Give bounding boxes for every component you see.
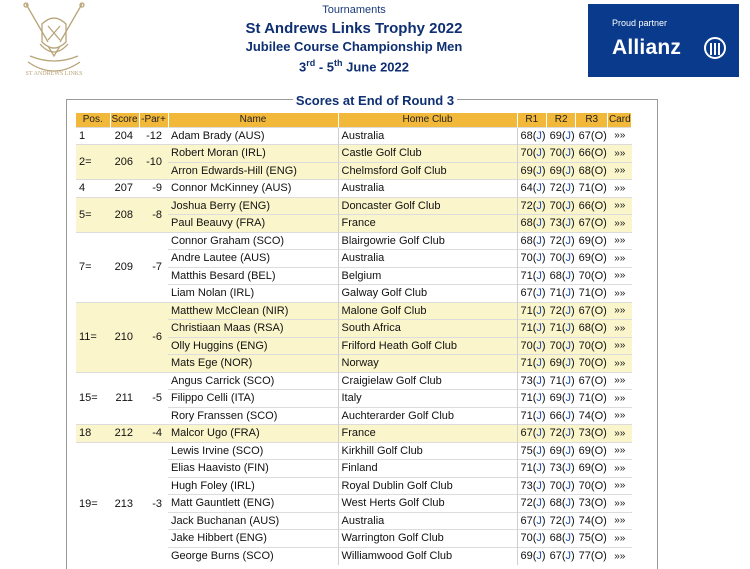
round-score: 69(J) [547, 127, 576, 145]
round-score: 72(J) [547, 302, 576, 320]
course-code: J [536, 462, 542, 475]
round-score: 70(J) [517, 530, 547, 548]
round-score: 71(J) [517, 407, 547, 425]
position-cell: 5= [76, 197, 110, 232]
round-score: 69(J) [547, 162, 576, 180]
round-score: 71(J) [547, 285, 576, 303]
round-score: 67(O) [576, 127, 608, 145]
round-score: 70(J) [547, 145, 576, 163]
round-score: 68(J) [517, 127, 547, 145]
to-par-cell: -6 [139, 302, 168, 372]
total-score-cell: 206 [110, 145, 139, 180]
home-club: Williamwood Golf Club [338, 547, 517, 565]
player-name: Robert Moran (IRL) [168, 145, 338, 163]
course-code: O [594, 164, 604, 177]
table-row [76, 145, 632, 163]
player-name: Filippo Celli (ITA) [168, 390, 338, 408]
scorecard-link[interactable]: »» [608, 180, 632, 198]
column-header-r1: R1 [517, 113, 547, 127]
round-score: 73(J) [517, 372, 547, 390]
player-name: Matt Gauntlett (ENG) [168, 495, 338, 513]
round-score: 67(J) [517, 285, 547, 303]
course-code: O [594, 550, 604, 562]
player-name: Adam Brady (AUS) [168, 127, 338, 145]
round-score: 70(J) [547, 477, 576, 495]
course-code: J [536, 304, 542, 317]
course-code: J [536, 234, 542, 247]
course-code: J [565, 339, 571, 352]
round-score: 69(O) [576, 442, 608, 460]
position-cell: 19= [76, 442, 110, 565]
course-code: O [594, 462, 604, 475]
home-club: Warrington Golf Club [338, 530, 517, 548]
course-code: J [565, 252, 571, 265]
course-code: J [565, 374, 571, 387]
course-code: O [594, 182, 604, 195]
page-header [180, 4, 528, 74]
round-score: 68(J) [517, 232, 547, 250]
round-score: 67(J) [517, 512, 547, 530]
position-cell: 11= [76, 302, 110, 372]
round-score: 64(J) [517, 180, 547, 198]
round-score: 69(O) [576, 460, 608, 478]
page-title: St Andrews Links Trophy 2022 [245, 20, 463, 37]
scores-caption: Scores at End of Round 3 [0, 93, 750, 108]
round-score: 70(J) [547, 250, 576, 268]
course-code: J [536, 164, 542, 177]
round-score: 70(O) [576, 267, 608, 285]
page-subtitle: Jubilee Course Championship Men [245, 39, 463, 54]
scorecard-link[interactable]: »» [608, 145, 632, 163]
round-score: 72(J) [547, 232, 576, 250]
home-club: Australia [338, 127, 517, 145]
course-code: J [565, 497, 571, 510]
position-cell: 4 [76, 180, 110, 198]
home-club: Chelmsford Golf Club [338, 162, 517, 180]
round-score: 72(J) [547, 425, 576, 443]
course-code: J [536, 199, 542, 212]
home-club: West Herts Golf Club [338, 495, 517, 513]
scorecard-link[interactable]: »» [608, 425, 632, 443]
event-dates: 3rd - 5th June 2022 [298, 58, 410, 75]
round-score: 67(J) [547, 547, 576, 565]
round-score: 70(O) [576, 355, 608, 373]
player-name: Jake Hibbert (ENG) [168, 530, 338, 548]
home-club: Auchterarder Golf Club [338, 407, 517, 425]
position-cell: 1 [76, 127, 110, 145]
round-score: 72(J) [547, 512, 576, 530]
round-score: 68(J) [547, 495, 576, 513]
round-score: 69(J) [517, 547, 547, 565]
to-par-cell: -8 [139, 197, 168, 232]
course-code: J [536, 269, 542, 282]
course-code: J [536, 357, 542, 370]
to-par-cell: -5 [139, 372, 168, 425]
column-header-r2: R2 [547, 113, 576, 127]
table-row [76, 232, 632, 250]
round-score: 70(J) [547, 337, 576, 355]
allianz-eagle-icon [704, 37, 726, 59]
player-name: Paul Beauvy (FRA) [168, 215, 338, 233]
column-header-pos: Pos. [76, 113, 110, 127]
course-code: J [565, 462, 571, 475]
round-score: 70(J) [517, 337, 547, 355]
round-score: 75(O) [576, 530, 608, 548]
course-code: O [594, 339, 604, 352]
course-code: J [536, 497, 542, 510]
scorecard-link[interactable]: »» [608, 372, 632, 390]
round-score: 71(J) [517, 267, 547, 285]
home-club: Malone Golf Club [338, 302, 517, 320]
round-score: 73(J) [547, 460, 576, 478]
allianz-partner-badge[interactable] [588, 4, 739, 77]
course-code: O [594, 129, 604, 142]
scorecard-link[interactable]: »» [608, 250, 632, 268]
table-row [76, 442, 632, 460]
player-name: Jack Buchanan (AUS) [168, 512, 338, 530]
scorecard-link[interactable]: »» [608, 215, 632, 233]
player-name: Mats Ege (NOR) [168, 355, 338, 373]
home-club: Australia [338, 250, 517, 268]
course-code: J [536, 479, 542, 492]
scorecard-link[interactable]: »» [608, 442, 632, 460]
course-code: J [565, 269, 571, 282]
round-score: 66(J) [547, 407, 576, 425]
round-score: 69(O) [576, 232, 608, 250]
home-club: Australia [338, 512, 517, 530]
course-code: J [536, 129, 542, 142]
to-par-cell: -10 [139, 145, 168, 180]
round-score: 72(J) [517, 197, 547, 215]
to-par-cell: -9 [139, 180, 168, 198]
course-code: O [594, 147, 604, 160]
course-code: J [565, 514, 571, 527]
round-score: 69(J) [547, 355, 576, 373]
course-code: J [536, 427, 542, 440]
player-name: Joshua Berry (ENG) [168, 197, 338, 215]
course-code: J [565, 199, 571, 212]
course-code: J [536, 550, 542, 562]
round-score: 73(O) [576, 425, 608, 443]
total-score-cell: 211 [110, 372, 139, 425]
home-club: Kirkhill Golf Club [338, 442, 517, 460]
table-row [76, 197, 632, 215]
table-row [76, 180, 632, 198]
scorecard-link[interactable]: »» [608, 495, 632, 513]
round-score: 66(O) [576, 197, 608, 215]
round-score: 70(J) [517, 250, 547, 268]
home-club: France [338, 215, 517, 233]
home-club: Australia [338, 180, 517, 198]
course-code: O [594, 322, 604, 335]
scorecard-link[interactable]: »» [608, 302, 632, 320]
course-code: O [594, 269, 604, 282]
course-code: J [565, 409, 571, 422]
home-club: Norway [338, 355, 517, 373]
total-score-cell: 209 [110, 232, 139, 302]
scorecard-link[interactable]: »» [608, 197, 632, 215]
player-name: Rory Franssen (SCO) [168, 407, 338, 425]
course-code: J [565, 550, 571, 562]
total-score-cell: 207 [110, 180, 139, 198]
course-code: J [565, 287, 571, 300]
course-code: J [536, 217, 542, 230]
round-score: 72(J) [547, 180, 576, 198]
round-score: 71(J) [547, 320, 576, 338]
home-club: Finland [338, 460, 517, 478]
round-score: 70(O) [576, 477, 608, 495]
course-code: O [594, 444, 604, 457]
round-score: 68(J) [517, 215, 547, 233]
course-code: J [565, 182, 571, 195]
course-code: J [536, 409, 542, 422]
course-code: O [594, 252, 604, 265]
round-score: 67(O) [576, 302, 608, 320]
course-code: J [536, 147, 542, 160]
course-code: J [536, 322, 542, 335]
player-name: Liam Nolan (IRL) [168, 285, 338, 303]
round-score: 71(J) [517, 355, 547, 373]
round-score: 73(O) [576, 495, 608, 513]
course-code: J [536, 182, 542, 195]
position-cell: 7= [76, 232, 110, 302]
column-header-r3: R3 [576, 113, 608, 127]
round-score: 74(O) [576, 512, 608, 530]
total-score-cell: 213 [110, 442, 139, 565]
home-club: South Africa [338, 320, 517, 338]
round-score: 71(J) [517, 320, 547, 338]
round-score: 71(O) [576, 285, 608, 303]
course-code: J [565, 234, 571, 247]
home-club: France [338, 425, 517, 443]
player-name: Christiaan Maas (RSA) [168, 320, 338, 338]
course-code: J [565, 322, 571, 335]
column-header-par: -Par+ [139, 113, 168, 127]
round-score: 69(O) [576, 250, 608, 268]
course-code: O [594, 479, 604, 492]
course-code: J [536, 287, 542, 300]
course-code: J [565, 217, 571, 230]
round-score: 69(J) [517, 162, 547, 180]
player-name: Matthew McClean (NIR) [168, 302, 338, 320]
round-score: 67(O) [576, 215, 608, 233]
course-code: J [536, 374, 542, 387]
table-row [76, 302, 632, 320]
round-score: 77(O) [576, 547, 608, 565]
course-code: J [565, 479, 571, 492]
course-code: O [594, 199, 604, 212]
player-name: Arron Edwards-Hill (ENG) [168, 162, 338, 180]
home-club: Blairgowrie Golf Club [338, 232, 517, 250]
round-score: 71(J) [547, 372, 576, 390]
player-name: Connor Graham (SCO) [168, 232, 338, 250]
column-header-card: Card [608, 114, 631, 126]
player-name: Matthis Besard (BEL) [168, 267, 338, 285]
player-name: Andre Lautee (AUS) [168, 250, 338, 268]
scorecard-link[interactable]: »» [608, 162, 632, 180]
course-code: J [565, 129, 571, 142]
scorecard-link[interactable]: »» [608, 285, 632, 303]
course-code: J [536, 514, 542, 527]
round-score: 71(J) [517, 390, 547, 408]
course-code: J [536, 444, 542, 457]
round-score: 69(J) [547, 390, 576, 408]
total-score-cell: 212 [110, 425, 139, 443]
round-score: 72(J) [517, 495, 547, 513]
player-name: Elias Haavisto (FIN) [168, 460, 338, 478]
round-score: 67(O) [576, 372, 608, 390]
course-code: J [536, 392, 542, 405]
course-code: O [594, 392, 604, 405]
course-code: O [594, 427, 604, 440]
table-row [76, 127, 632, 145]
round-score: 71(J) [517, 302, 547, 320]
position-cell: 2= [76, 145, 110, 180]
home-club: Italy [338, 390, 517, 408]
course-code: O [594, 514, 604, 527]
course-code: O [594, 374, 604, 387]
round-score: 73(J) [547, 215, 576, 233]
course-code: J [565, 392, 571, 405]
column-header-name: Name [168, 113, 338, 127]
course-code: J [536, 532, 542, 545]
home-club: Doncaster Golf Club [338, 197, 517, 215]
round-score: 71(O) [576, 390, 608, 408]
course-code: O [594, 304, 604, 317]
column-header-home-club: Home Club [338, 113, 517, 127]
crest-text: ST ANDREWS LINKS [25, 71, 83, 77]
to-par-cell: -3 [139, 442, 168, 565]
position-cell: 18 [76, 425, 110, 443]
player-name: Hugh Foley (IRL) [168, 477, 338, 495]
total-score-cell: 210 [110, 302, 139, 372]
scorecard-link[interactable]: »» [608, 127, 632, 145]
table-row [76, 425, 632, 443]
total-score-cell: 204 [110, 127, 139, 145]
st-andrews-links-crest-logo [18, 2, 90, 80]
home-club: Galway Golf Club [338, 285, 517, 303]
round-score: 71(J) [517, 460, 547, 478]
round-score: 68(J) [547, 267, 576, 285]
course-code: J [536, 339, 542, 352]
scorecard-link[interactable]: »» [608, 460, 632, 478]
scorecard-link[interactable]: »» [608, 337, 632, 355]
round-score: 70(J) [547, 197, 576, 215]
scorecard-link[interactable]: »» [608, 530, 632, 548]
partner-brand: Allianz [612, 36, 682, 59]
scorecard-link[interactable]: »» [608, 267, 632, 285]
player-name: Malcor Ugo (FRA) [168, 425, 338, 443]
round-score: 67(J) [517, 425, 547, 443]
course-code: O [594, 497, 604, 510]
course-code: J [565, 357, 571, 370]
home-club: Castle Golf Club [338, 145, 517, 163]
round-score: 68(O) [576, 162, 608, 180]
home-club: Belgium [338, 267, 517, 285]
scorecard-link[interactable]: »» [608, 232, 632, 250]
column-header-score: Score [111, 114, 138, 126]
course-code: J [536, 252, 542, 265]
scorecard-link[interactable]: »» [608, 407, 632, 425]
table-row [76, 372, 632, 390]
round-score: 66(O) [576, 145, 608, 163]
scorecard-link[interactable]: »» [608, 547, 632, 565]
home-club: Frilford Heath Golf Club [338, 337, 517, 355]
course-code: O [594, 532, 604, 545]
player-name: Olly Huggins (ENG) [168, 337, 338, 355]
position-cell: 15= [76, 372, 110, 425]
to-par-cell: -7 [139, 232, 168, 302]
round-score: 71(O) [576, 180, 608, 198]
table-header-row [76, 113, 632, 127]
to-par-cell: -4 [139, 425, 168, 443]
to-par-cell: -12 [139, 127, 168, 145]
scores-table [76, 113, 632, 565]
scorecard-link[interactable]: »» [608, 390, 632, 408]
round-score: 68(J) [547, 530, 576, 548]
course-code: O [594, 234, 604, 247]
player-name: Angus Carrick (SCO) [168, 372, 338, 390]
round-score: 75(J) [517, 442, 547, 460]
partner-label: Proud partner [612, 18, 668, 28]
course-code: J [565, 427, 571, 440]
course-code: J [565, 444, 571, 457]
tournaments-link[interactable]: Tournaments [322, 4, 386, 16]
round-score: 73(J) [517, 477, 547, 495]
player-name: Lewis Irvine (SCO) [168, 442, 338, 460]
course-code: J [565, 147, 571, 160]
scorecard-link[interactable]: »» [608, 512, 632, 530]
course-code: J [565, 164, 571, 177]
total-score-cell: 208 [110, 197, 139, 232]
round-score: 70(O) [576, 337, 608, 355]
player-name: Connor McKinney (AUS) [168, 180, 338, 198]
course-code: O [594, 287, 604, 300]
scorecard-link[interactable]: »» [608, 355, 632, 373]
home-club: Royal Dublin Golf Club [338, 477, 517, 495]
course-code: J [565, 532, 571, 545]
course-code: O [594, 409, 604, 422]
course-code: J [565, 304, 571, 317]
round-score: 68(O) [576, 320, 608, 338]
scorecard-link[interactable]: »» [608, 477, 632, 495]
player-name: George Burns (SCO) [168, 547, 338, 565]
course-code: O [594, 357, 604, 370]
round-score: 70(J) [517, 145, 547, 163]
scorecard-link[interactable]: »» [608, 320, 632, 338]
round-score: 69(J) [547, 442, 576, 460]
course-code: O [594, 217, 604, 230]
home-club: Craigielaw Golf Club [338, 372, 517, 390]
round-score: 74(O) [576, 407, 608, 425]
